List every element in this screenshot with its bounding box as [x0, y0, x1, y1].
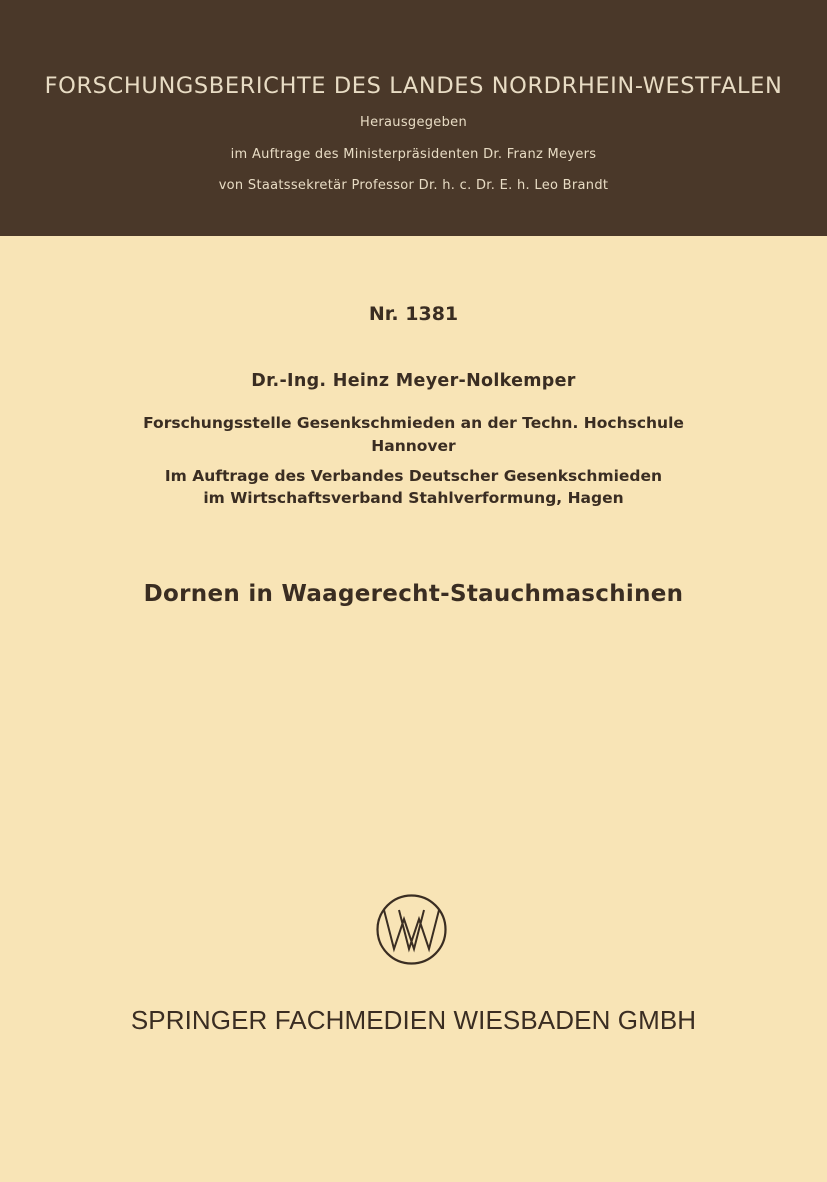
- institution-line-1: Forschungsstelle Gesenkschmieden an der Techn. Hochschule: [143, 414, 684, 432]
- institution-line-2: Hannover: [371, 437, 456, 455]
- header-band: [0, 0, 827, 236]
- springer-ww-logo-icon: [375, 893, 448, 966]
- publisher-name: SPRINGER FACHMEDIEN WIESBADEN GMBH: [130, 1005, 697, 1035]
- editor-line-1: Herausgegeben: [360, 115, 467, 130]
- book-title: Dornen in Waagerecht-Stauchmaschinen: [143, 581, 684, 607]
- commission-line-2: im Wirtschaftsverband Stahlverformung, Hagen: [203, 489, 624, 507]
- series-title: FORSCHUNGSBERICHTE DES LANDES NORDRHEIN-WESTFALEN: [44, 73, 783, 99]
- report-number: Nr. 1381: [368, 303, 459, 325]
- editor-line-3: von Staatssekretär Professor Dr. h. c. Dr. E. h. Leo Brandt: [218, 178, 609, 193]
- editor-line-2: im Auftrage des Ministerpräsidenten Dr. Franz Meyers: [230, 147, 597, 162]
- commission-line-1: Im Auftrage des Verbandes Deutscher Gesenkschmieden: [164, 467, 663, 485]
- author: Dr.-Ing. Heinz Meyer-Nolkemper: [251, 371, 576, 391]
